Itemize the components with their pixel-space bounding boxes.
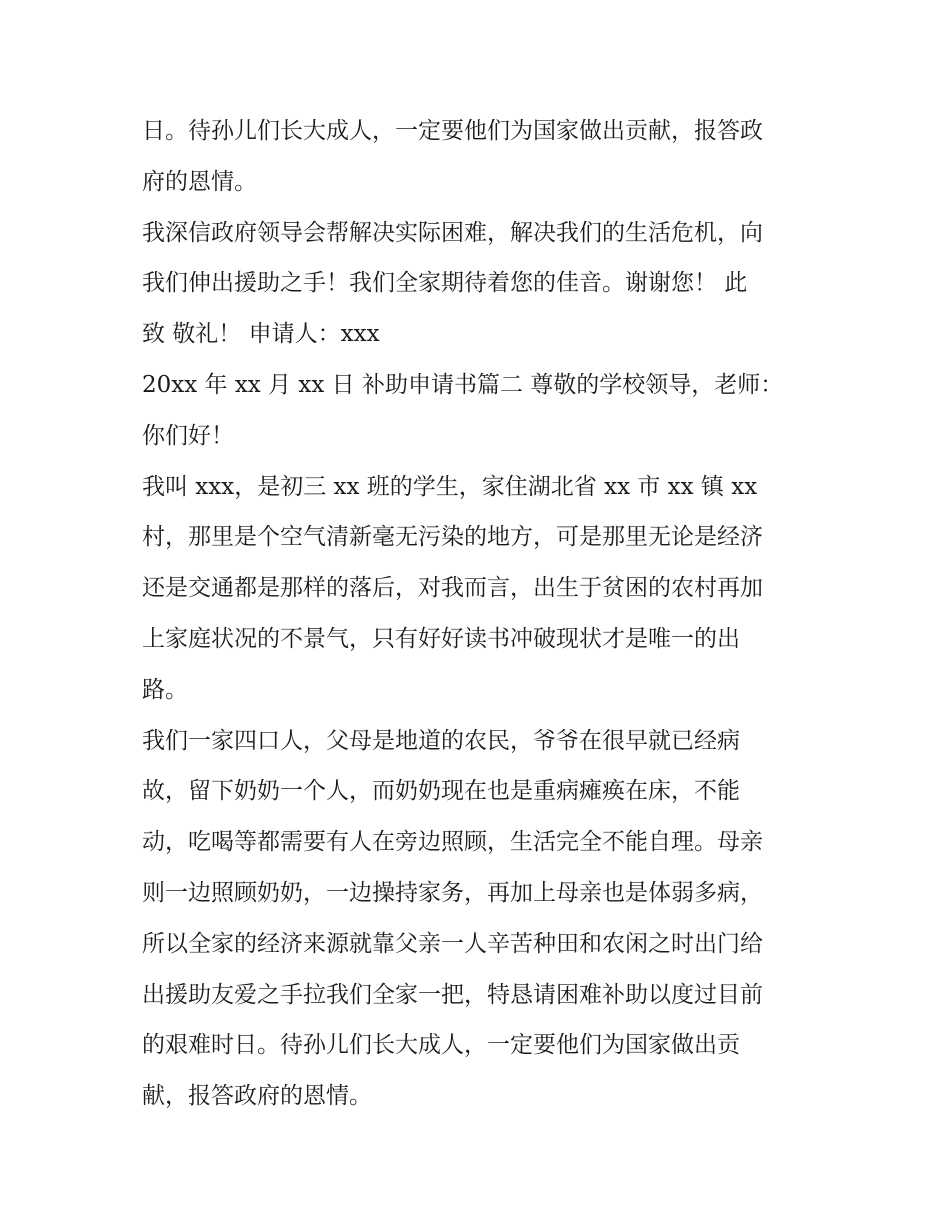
text-line: 我深信政府领导会帮解决实际困难，解决我们的生活危机，向 — [142, 219, 763, 246]
document-body — [142, 106, 822, 1122]
text-line: 府的恩情。 — [142, 168, 257, 195]
text-line: 则一边照顾奶奶，一边操持家务，再加上母亲也是体弱多病， — [142, 879, 763, 906]
text-line: 村，那里是个空气清新毫无污染的地方，可是那里无论是经济 — [142, 524, 763, 551]
text-line: 你们好！ — [142, 422, 234, 449]
text-line: 的艰难时日。待孙儿们长大成人，一定要他们为国家做出贡 — [142, 1032, 740, 1059]
text-line: 我们伸出援助之手！我们全家期待着您的佳音。谢谢您！ 此 — [142, 270, 748, 297]
text-line: 致 敬礼！ 申请人：xxx — [142, 321, 380, 348]
text-line: 所以全家的经济来源就靠父亲一人辛苦种田和农闲之时出门给 — [142, 930, 763, 957]
text-line: 动，吃喝等都需要有人在旁边照顾，生活完全不能自理。母亲 — [142, 829, 763, 856]
text-line: 我叫 xxx，是初三 xx 班的学生，家住湖北省 xx 市 xx 镇 xx — [142, 473, 758, 500]
text-line: 路。 — [142, 676, 188, 703]
text-line: 日。待孙儿们长大成人，一定要他们为国家做出贡献，报答政 — [142, 118, 763, 144]
text-line: 我们一家四口人，父母是地道的农民，爷爷在很早就已经病 — [142, 727, 740, 754]
text-line: 故，留下奶奶一个人，而奶奶现在也是重病瘫痪在床，不能 — [142, 778, 740, 805]
text-line: 20xx 年 xx 月 xx 日 补助申请书篇二 尊敬的学校领导，老师： — [142, 371, 784, 398]
text-line: 上家庭状况的不景气，只有好好读书冲破现状才是唯一的出 — [142, 625, 740, 652]
text-line: 还是交通都是那样的落后，对我而言，出生于贫困的农村再加 — [142, 575, 763, 602]
text-line: 出援助友爱之手拉我们全家一把，特恳请困难补助以度过目前 — [142, 981, 763, 1008]
text-line: 献，报答政府的恩情。 — [142, 1083, 372, 1110]
